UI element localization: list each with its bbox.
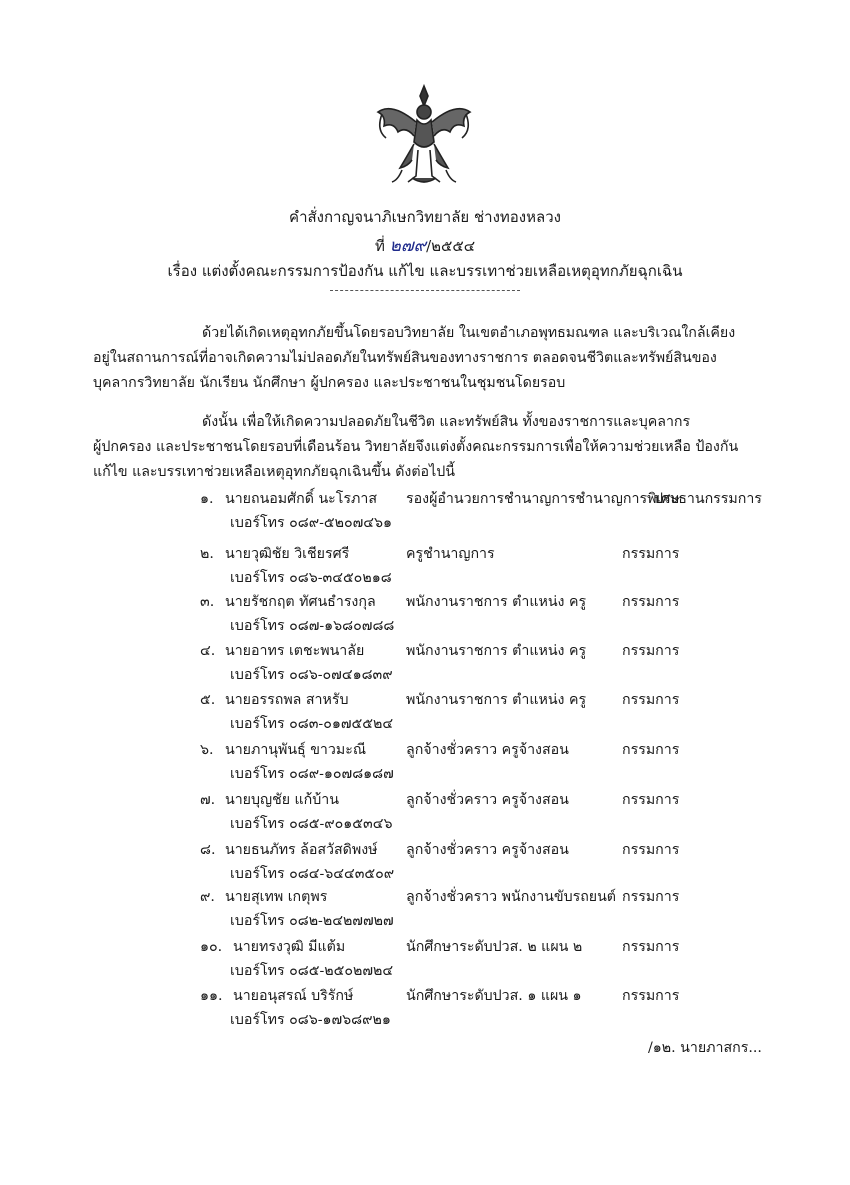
garuda-emblem xyxy=(372,82,476,190)
member-role: กรรมการ xyxy=(622,792,680,808)
member-role: กรรมการ xyxy=(622,692,680,708)
member-phone: เบอร์โทร ๐๘๖-๓๔๕๐๒๑๘ xyxy=(230,570,392,586)
committee-member xyxy=(0,839,850,885)
paragraph-1-line-3: บุคลากรวิทยาลัย นักเรียน นักศึกษา ผู้ปกครอง และประชาชนในชุมชนโดยรอบ xyxy=(93,375,566,391)
member-position: พนักงานราชการ ตำแหน่ง ครู xyxy=(406,643,587,659)
member-role: กรรมการ xyxy=(622,594,680,610)
member-name: นายภานุพันธุ์ ขาวมะณี xyxy=(225,742,366,758)
issuing-office: คำสั่งกาญจนาภิเษกวิทยาลัย ช่างทองหลวง xyxy=(289,208,561,226)
member-phone: เบอร์โทร ๐๘๗-๑๖๘๐๗๘๘ xyxy=(230,618,395,634)
member-position: พนักงานราชการ ตำแหน่ง ครู xyxy=(406,692,587,708)
member-position: พนักงานราชการ ตำแหน่ง ครู xyxy=(406,594,587,610)
member-name: นายวุฒิชัย วิเชียรศรี xyxy=(225,546,350,562)
member-role: กรรมการ xyxy=(622,889,680,905)
member-name: นายสุเทพ เกตุพร xyxy=(225,889,328,905)
member-phone: เบอร์โทร ๐๘๕-๙๐๑๕๓๔๖ xyxy=(230,816,393,832)
order-number-prefix: ที่ xyxy=(374,237,385,255)
member-number: ๔. xyxy=(200,643,216,659)
committee-member xyxy=(0,591,850,637)
member-number: ๖. xyxy=(200,742,214,758)
committee-member xyxy=(0,689,850,735)
order-number-year: /๒๕๕๔ xyxy=(426,237,476,255)
member-position: ลูกจ้างชั่วคราว พนักงานขับรถยนต์ xyxy=(406,889,617,905)
member-name: นายอาทร เตชะพนาลัย xyxy=(225,643,365,659)
paragraph-2-line-2: ผู้ปกครอง และประชาชนโดยรอบที่เดือนร้อน วิทยาลัยจึงแต่งตั้งคณะกรรมการเพื่อให้ความช่วยเหลือ ป้องกัน xyxy=(93,439,739,455)
member-role: กรรมการ xyxy=(622,988,680,1004)
member-phone: เบอร์โทร ๐๘๔-๖๔๔๓๕๐๙ xyxy=(230,866,395,882)
member-phone: เบอร์โทร ๐๘๕-๒๕๐๒๗๒๔ xyxy=(230,963,394,979)
continuation-note: /๑๒. นายภาสกร... xyxy=(648,1040,762,1056)
member-phone: เบอร์โทร ๐๘๙-๑๐๗๘๑๘๗ xyxy=(230,766,394,782)
member-position: ลูกจ้างชั่วคราว ครูจ้างสอน xyxy=(406,742,569,758)
member-role: กรรมการ xyxy=(622,546,680,562)
member-name: นายธนภัทร ล้อสวัสดิพงษ์ xyxy=(225,842,378,858)
member-name: นายถนอมศักดิ์ นะโรภาส xyxy=(225,491,377,507)
member-name: นายอรรถพล สาหรับ xyxy=(225,692,349,708)
member-phone: เบอร์โทร ๐๘๒-๒๔๒๗๗๒๗ xyxy=(230,913,394,929)
committee-member xyxy=(0,739,850,785)
member-number: ๕. xyxy=(200,692,216,708)
header-divider xyxy=(330,290,520,291)
member-phone: เบอร์โทร ๐๘๙-๕๒๐๗๔๖๑ xyxy=(230,515,393,531)
member-position: นักศึกษาระดับปวส. ๑ แผน ๑ xyxy=(406,988,582,1004)
member-number: ๑๑. xyxy=(200,988,223,1004)
member-position: ครูชำนาญการ xyxy=(406,546,495,562)
member-phone: เบอร์โทร ๐๘๖-๐๗๔๑๘๓๙ xyxy=(230,667,393,683)
paragraph-2-line-3: แก้ไข และบรรเทาช่วยเหลือเหตุอุทกภัยฉุกเฉินขึ้น ดังต่อไปนี้ xyxy=(93,464,455,480)
paragraph-1-line-2: อยู่ในสถานการณ์ที่อาจเกิดความไม่ปลอดภัยในทรัพย์สินของทางราชการ ตลอดจนชีวิตและทรัพย์สินของ xyxy=(93,350,717,366)
member-position: ลูกจ้างชั่วคราว ครูจ้างสอน xyxy=(406,842,569,858)
member-number: ๒. xyxy=(200,546,214,562)
committee-member xyxy=(0,985,850,1031)
member-phone: เบอร์โทร ๐๘๖-๑๗๖๘๙๒๑ xyxy=(230,1012,391,1028)
paragraph-2-line-1: ดังนั้น เพื่อให้เกิดความปลอดภัยในชีวิต และทรัพย์สิน ทั้งของราชการและบุคลากร xyxy=(202,414,691,430)
member-position: นักศึกษาระดับปวส. ๒ แผน ๒ xyxy=(406,939,583,955)
member-role: กรรมการ xyxy=(622,939,680,955)
member-number: ๑๐. xyxy=(200,939,223,955)
member-number: ๓. xyxy=(200,594,215,610)
paragraph-1-line-1: ด้วยได้เกิดเหตุอุทกภัยขึ้นโดยรอบวิทยาลัย ในเขตอำเภอพุทธมณฑล และบริเวณใกล้เคียง xyxy=(202,325,736,341)
committee-member xyxy=(0,640,850,686)
committee-member xyxy=(0,886,850,932)
member-position: ลูกจ้างชั่วคราว ครูจ้างสอน xyxy=(406,792,569,808)
member-role: กรรมการ xyxy=(622,643,680,659)
order-number xyxy=(0,232,850,259)
member-name: นายบุญชัย แก้บ้าน xyxy=(225,792,339,808)
member-name: นายอนุสรณ์ บริรักษ์ xyxy=(233,988,354,1004)
member-number: ๙. xyxy=(200,889,215,905)
committee-member xyxy=(0,543,850,589)
member-number: ๗. xyxy=(200,792,216,808)
member-role: กรรมการ xyxy=(622,842,680,858)
committee-member xyxy=(0,789,850,835)
member-number: ๑. xyxy=(200,491,214,507)
member-role: ประธานกรรมการ xyxy=(654,491,762,507)
member-number: ๘. xyxy=(200,842,216,858)
member-role: กรรมการ xyxy=(622,742,680,758)
committee-member xyxy=(0,488,850,534)
member-name: นายรัชกฤต ทัศนธำรงกุล xyxy=(225,594,376,610)
committee-member xyxy=(0,936,850,982)
member-name: นายทรงวุฒิ มีแต้ม xyxy=(233,939,346,955)
member-phone: เบอร์โทร ๐๘๓-๐๑๗๕๕๒๔ xyxy=(230,716,394,732)
order-number-handwritten: ๒๗๙ xyxy=(389,236,427,256)
member-position: รองผู้อำนวยการชำนาญการชำนาญการพิเศษ xyxy=(406,491,680,507)
order-subject: เรื่อง แต่งตั้งคณะกรรมการป้องกัน แก้ไข และบรรเทาช่วยเหลือเหตุอุทกภัยฉุกเฉิน xyxy=(167,262,683,280)
